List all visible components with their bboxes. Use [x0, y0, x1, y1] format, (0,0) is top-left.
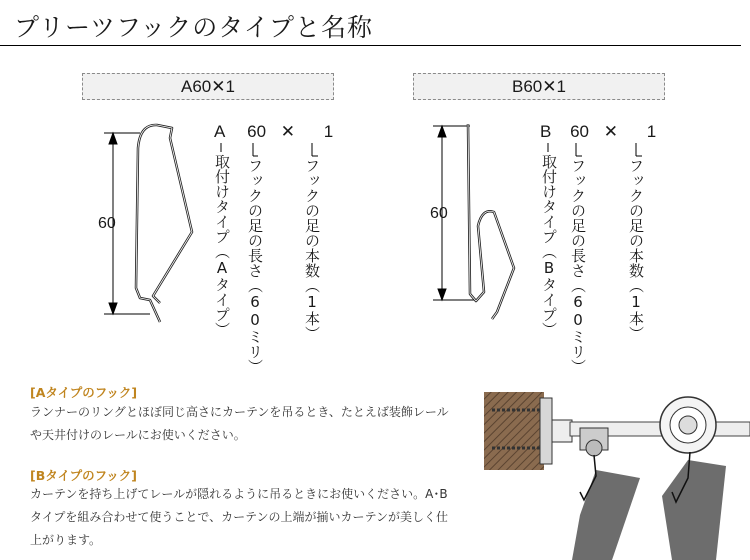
hook-a-length-value: 60 — [247, 122, 267, 141]
section-a-line: ランナーのリングとほぼ同じ高さにカーテンを吊るとき、たとえば装飾レール — [30, 405, 449, 419]
hook-b-drawing — [468, 124, 514, 319]
hook-b-name-box: B60✕1 — [413, 73, 665, 100]
section-a-title: [Aタイプのフック] — [30, 385, 138, 400]
hook-b-length-label: フックの足の長さ（60ミリ） — [569, 158, 587, 374]
hook-a-count-value: 1 — [323, 122, 334, 141]
hook-b-count-label: フックの足の本数（1本） — [627, 158, 645, 341]
section-a-line: や天井付けのレールにお使いください。 — [30, 428, 246, 442]
hook-b-length-value: 60 — [570, 122, 589, 141]
hook-b-type-label: 取付けタイプ（Bタイプ） — [540, 154, 558, 337]
section-a-body — [30, 401, 476, 447]
section-b-line: タイプを組み合わせて使うことで、カーテンの上端が揃いカーテンが美しく仕 — [30, 510, 448, 524]
hook-b-count-value: 1 — [646, 122, 657, 141]
section-b-line: カーテンを持ち上げてレールが隠れるように吊るときにお使いください。A･B — [30, 487, 448, 501]
hook-a-type-letter: A — [214, 122, 225, 141]
section-b-body — [30, 483, 476, 552]
hook-b-leader-lines — [548, 143, 642, 156]
hook-a-type-label: 取付けタイプ（Aタイプ） — [213, 154, 231, 337]
hook-b-type-letter: B — [540, 122, 552, 141]
hook-a-drawing — [136, 125, 192, 322]
hook-a-code — [214, 122, 333, 142]
hook-a-name-box: A60✕1 — [82, 73, 334, 100]
hook-b-times-sign: ✕ — [603, 122, 618, 141]
section-b-line: 上がります。 — [30, 533, 102, 547]
hook-a-dimension-value: 60 — [98, 215, 116, 232]
hook-b-dimension-value: 60 — [430, 205, 448, 222]
page-title: プリーツフックのタイプと名称 — [14, 13, 374, 42]
hook-a-count-label: フックの足の本数（1本） — [303, 158, 321, 341]
hook-a-length-label: フックの足の長さ（60ミリ） — [246, 158, 264, 374]
hook-b-code — [540, 122, 656, 142]
curtain-rail-illustration — [484, 392, 750, 560]
section-b-title: [Bタイプのフック] — [30, 468, 137, 483]
hook-a-leader-lines — [221, 143, 318, 156]
hook-a-times-sign: ✕ — [280, 122, 296, 141]
